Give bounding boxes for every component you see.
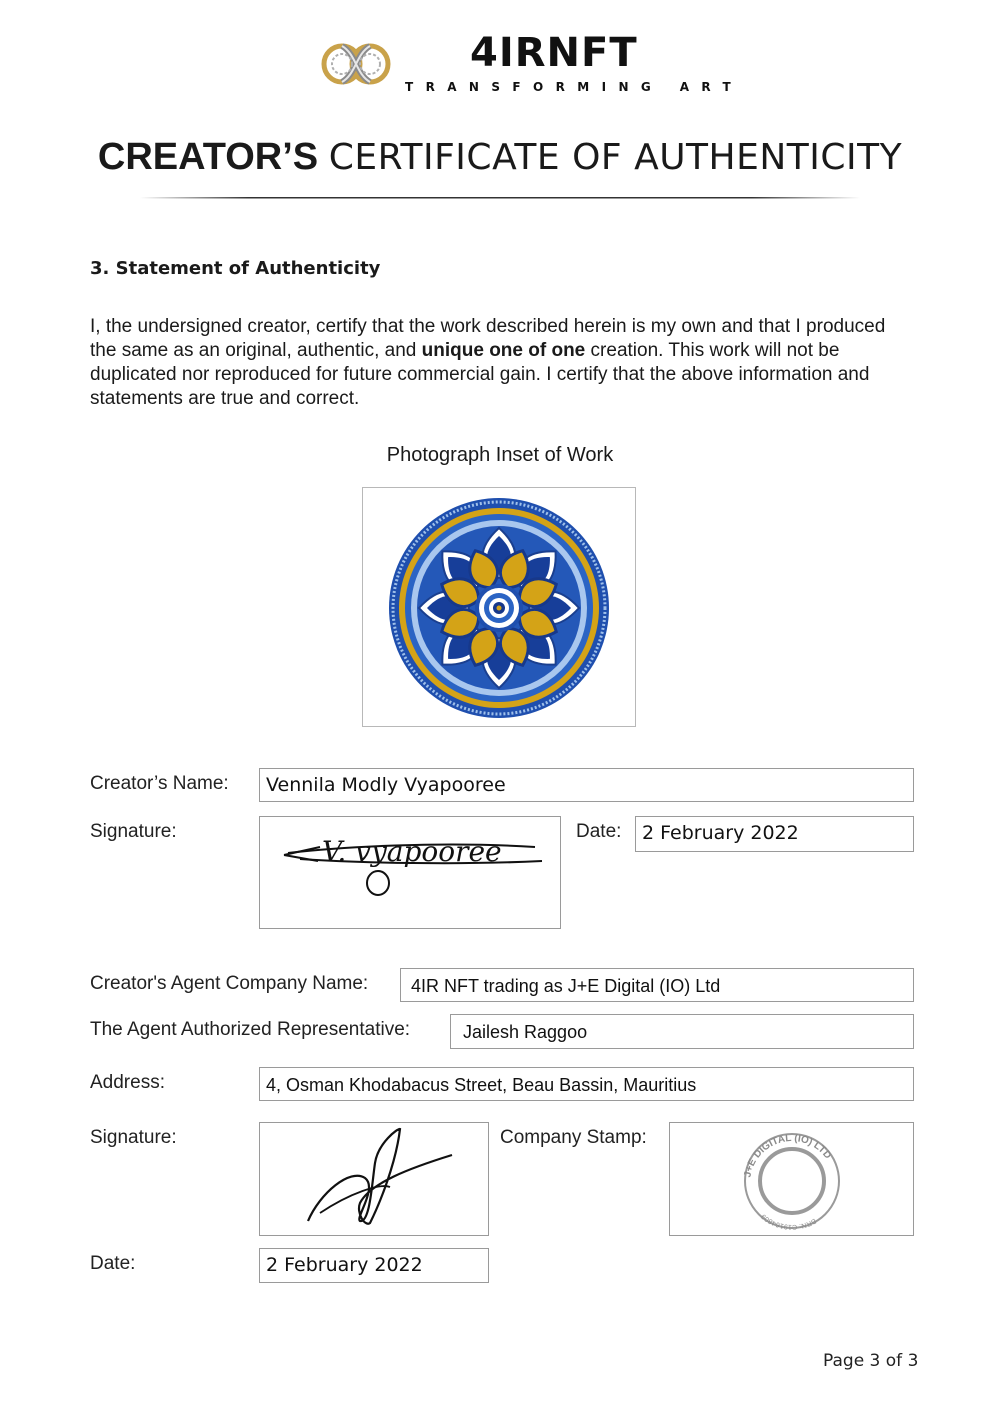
creator-signature-text: V. vyapooree	[322, 835, 502, 868]
agent-date-value: 2 February 2022	[266, 1254, 423, 1276]
photo-inset	[362, 487, 636, 727]
page-title-rest: CERTIFICATE OF AUTHENTICITY	[328, 137, 903, 178]
brand-tagline: TRANSFORMING ART	[405, 80, 744, 94]
creator-signature-box[interactable]	[259, 816, 561, 929]
agent-rep-label: The Agent Authorized Representative:	[90, 1019, 411, 1040]
statement-text-2: creation. This work will not be duplicated nor reproduced for future commercial gain. I certify that the above information and statements are true and correct.	[90, 340, 870, 409]
creator-name-value: Vennila Modly Vyapooree	[266, 774, 506, 796]
agent-rep-value: Jailesh Raggoo	[463, 1022, 588, 1042]
svg-text:J+E DIGITAL (IO) LTD	[742, 1133, 833, 1178]
title-divider	[140, 187, 860, 191]
company-stamp-image	[670, 1123, 913, 1235]
agent-signature-box[interactable]	[259, 1122, 489, 1236]
address-label: Address:	[90, 1072, 165, 1093]
brand-logo-icon	[316, 24, 396, 104]
agent-company-field[interactable]	[400, 968, 914, 1002]
page-title	[0, 136, 1000, 179]
creator-date-value: 2 February 2022	[642, 822, 799, 844]
address-field[interactable]	[259, 1067, 914, 1101]
agent-rep-field[interactable]	[450, 1014, 914, 1049]
brand-name: 4IRNFT	[470, 30, 638, 76]
mandala-artwork	[363, 488, 635, 726]
section-heading: 3. Statement of Authenticity	[90, 258, 381, 279]
creator-name-label: Creator’s Name:	[90, 773, 229, 794]
photo-caption: Photograph Inset of Work	[386, 444, 614, 466]
company-stamp-brn: BRN: C19164809	[760, 1212, 817, 1231]
agent-signature-image	[260, 1123, 488, 1235]
creator-name-field[interactable]	[259, 768, 914, 802]
company-stamp-label: Company Stamp:	[500, 1127, 647, 1148]
company-stamp-text: J+E DIGITAL (IO) LTD	[742, 1132, 834, 1179]
page-title-bold: CREATOR’S	[97, 136, 319, 178]
creator-date-field[interactable]	[635, 816, 914, 852]
creator-date-label: Date:	[576, 821, 622, 842]
creator-signature-label: Signature:	[90, 821, 177, 842]
statement-paragraph	[90, 315, 910, 411]
agent-date-field[interactable]	[259, 1248, 489, 1283]
statement-emphasis: unique one of one	[421, 340, 586, 361]
address-value: 4, Osman Khodabacus Street, Beau Bassin, Mauritius	[266, 1075, 697, 1095]
agent-company-value: 4IR NFT trading as J+E Digital (IO) Ltd	[411, 976, 721, 996]
creator-signature-image	[260, 817, 560, 928]
agent-company-label: Creator's Agent Company Name:	[90, 973, 369, 994]
company-stamp-box[interactable]	[669, 1122, 914, 1236]
svg-text:BRN: C19164809	[760, 1212, 817, 1230]
page-number: Page 3 of 3	[823, 1351, 919, 1371]
statement-text-1: I, the undersigned creator, certify that the work described herein is my own and that I produced the same as an original, authentic, and	[90, 316, 886, 361]
agent-signature-label: Signature:	[90, 1127, 177, 1148]
agent-date-label: Date:	[90, 1253, 136, 1274]
